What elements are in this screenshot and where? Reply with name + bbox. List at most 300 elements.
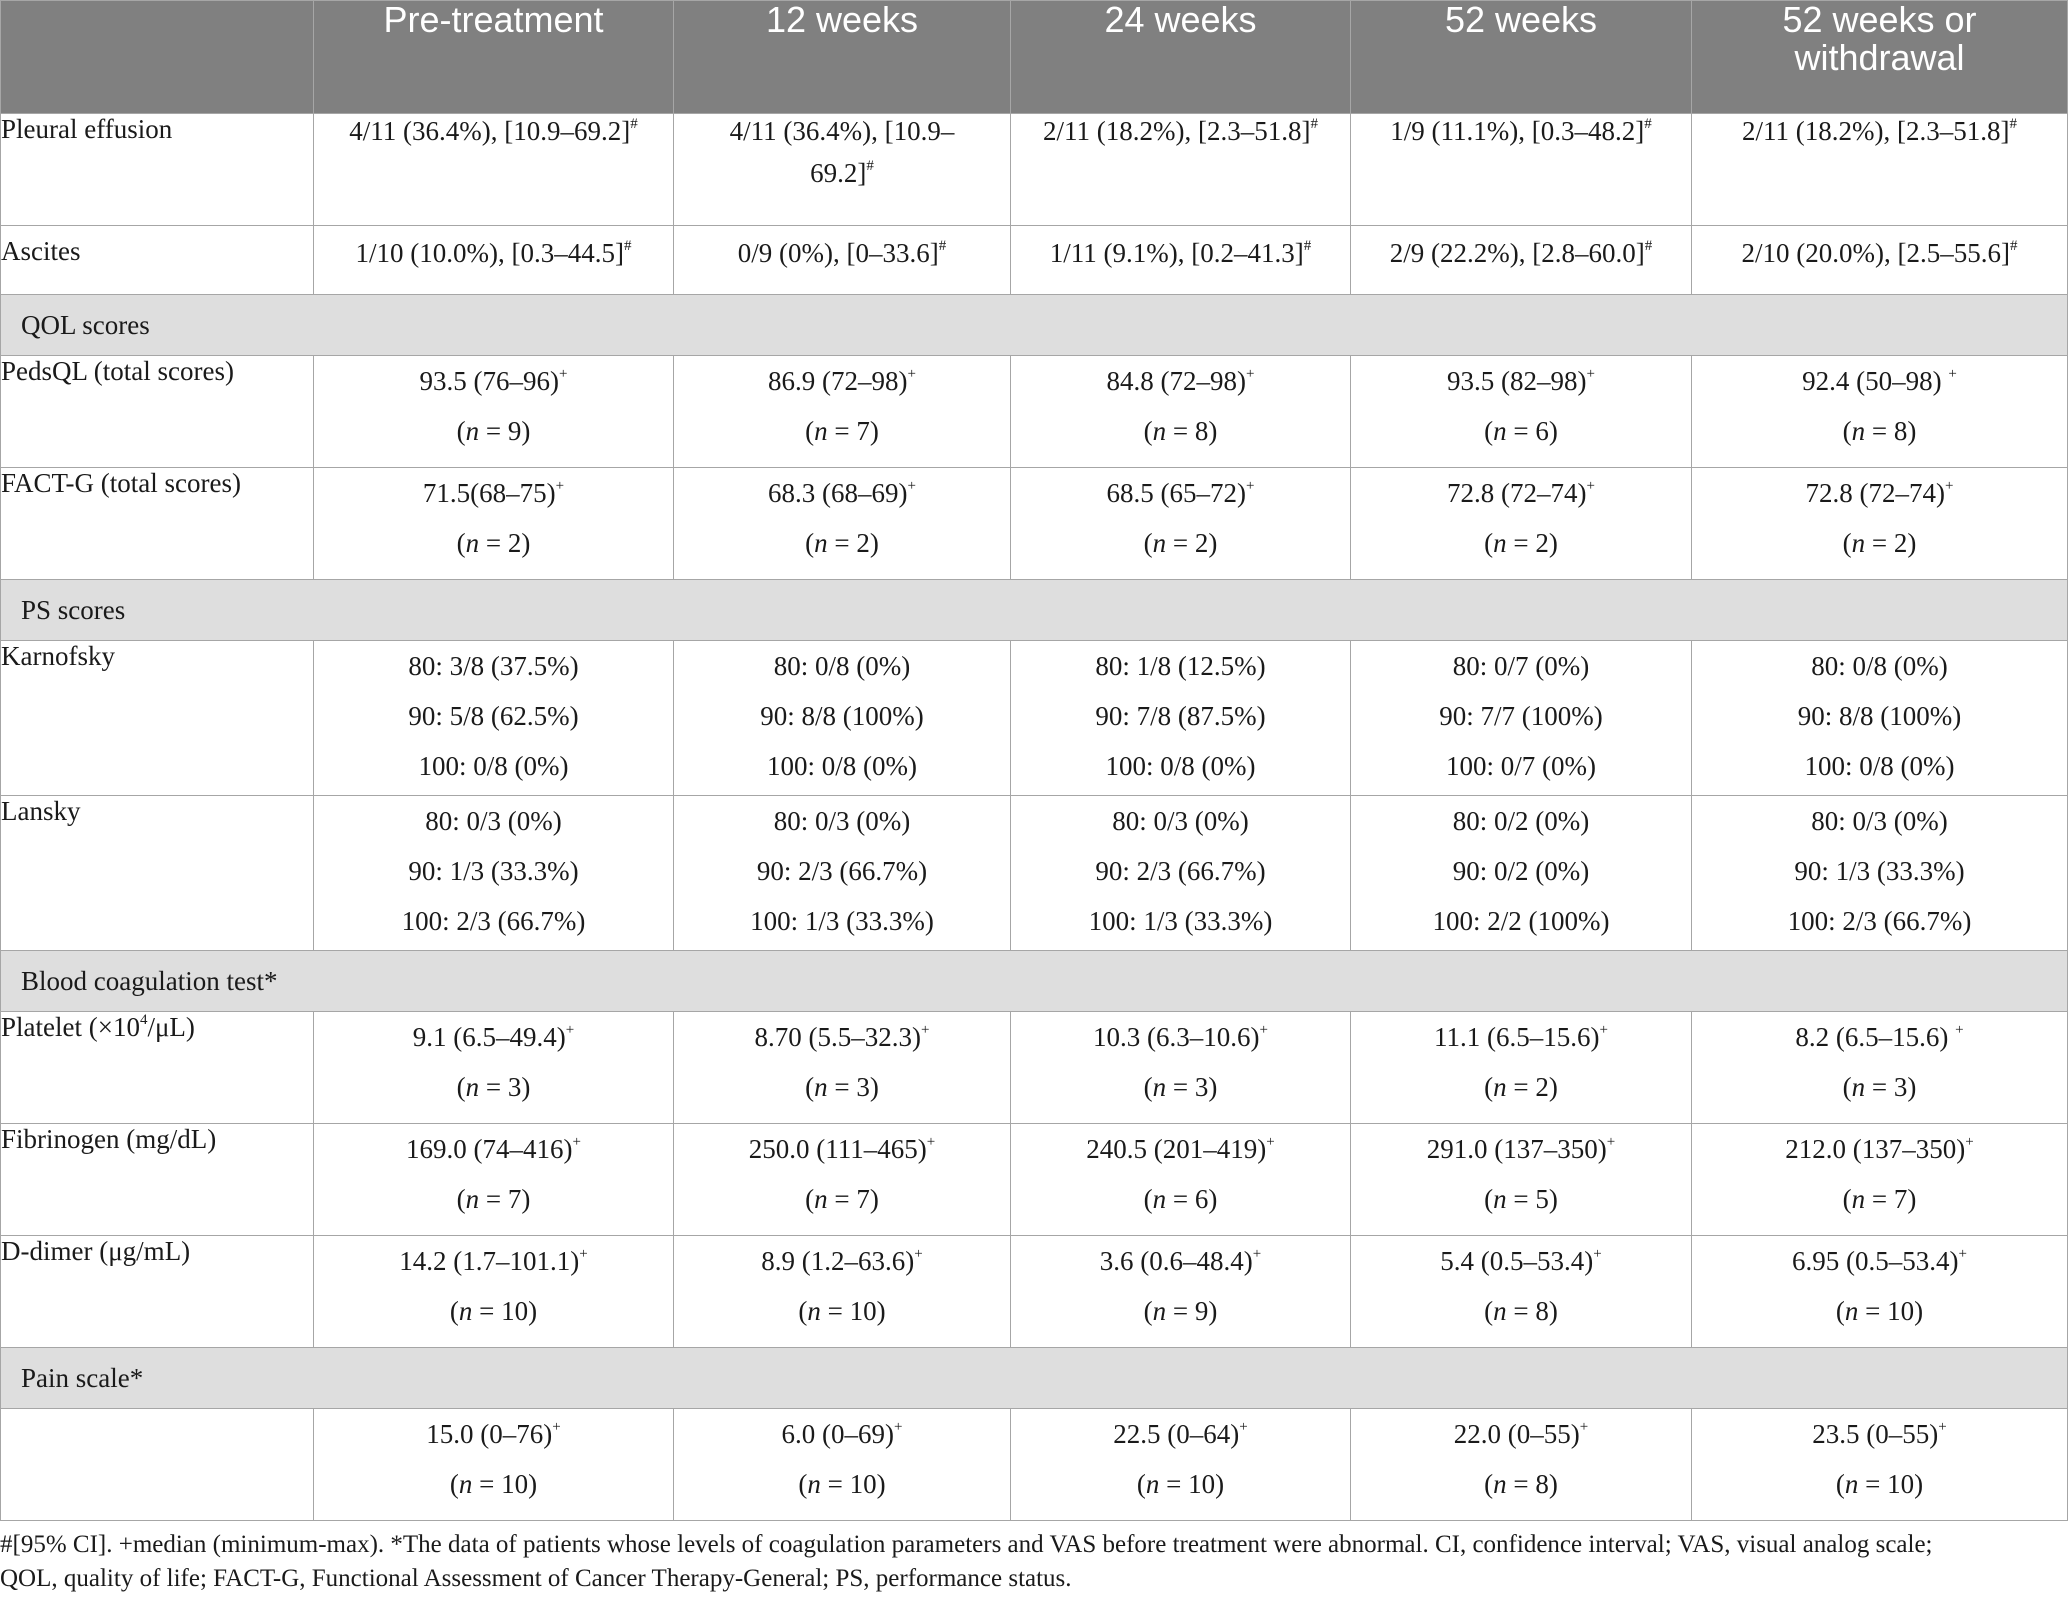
row-label-post: /μL) bbox=[147, 1012, 195, 1042]
cell-value: 2/11 (18.2%), [2.3–51.8] bbox=[1043, 116, 1311, 146]
footnote-line-2: QOL, quality of life; FACT-G, Functional Assessment of Cancer Therapy-General; PS, performance status. bbox=[0, 1565, 1072, 1592]
table-cell bbox=[314, 1409, 674, 1521]
n-equals: = bbox=[1166, 1184, 1195, 1214]
cell-n-value: 8 bbox=[1535, 1469, 1549, 1499]
cell-median-range: 93.5 (76–96) bbox=[419, 366, 559, 396]
ci-mark: # bbox=[630, 116, 638, 132]
ps-score-line: 80: 0/8 (0%) bbox=[773, 651, 911, 681]
cell-median-range: 92.4 (50–98) bbox=[1802, 366, 1949, 396]
cell-n-value: 8 bbox=[1194, 416, 1209, 446]
n-equals: = bbox=[1865, 1184, 1894, 1214]
n-symbol: n bbox=[814, 1184, 828, 1214]
n-equals: = bbox=[1506, 1296, 1536, 1326]
cell-value-line bbox=[1692, 1012, 2067, 1062]
header-row bbox=[1, 1, 2068, 114]
cell-median-range: 8.9 (1.2–63.6) bbox=[761, 1246, 915, 1276]
table-cell bbox=[314, 1124, 674, 1236]
cell-median-range: 240.5 (201–419) bbox=[1086, 1134, 1267, 1164]
n-equals: = bbox=[472, 1469, 502, 1499]
cell-median-range: 72.8 (72–74) bbox=[1447, 478, 1587, 508]
cell-value-line bbox=[1692, 1124, 2067, 1174]
n-equals: = bbox=[1865, 416, 1894, 446]
median-mark: + bbox=[1948, 366, 1957, 382]
ps-score-line: 90: 5/8 (62.5%) bbox=[408, 701, 579, 731]
n-symbol: n bbox=[465, 1072, 480, 1102]
cell-n-line: (n = 2) bbox=[456, 528, 531, 558]
table-cell bbox=[674, 226, 1011, 295]
cell-value-line bbox=[1011, 1124, 1350, 1174]
table-cell bbox=[1692, 468, 2068, 580]
cell-value-line bbox=[1351, 1012, 1691, 1062]
cell-n-line: (n = 10) bbox=[1136, 1469, 1225, 1499]
header-12-weeks: 12 weeks bbox=[674, 1, 1011, 114]
table-cell bbox=[314, 796, 674, 951]
cell-n-value: 7 bbox=[856, 1184, 870, 1214]
n-symbol: n bbox=[458, 1469, 473, 1499]
table-row-pleural-effusion bbox=[1, 114, 2068, 226]
cell-n-line: (n = 2) bbox=[805, 528, 879, 558]
cell-n-value: 6 bbox=[1535, 416, 1549, 446]
median-mark: + bbox=[1938, 1419, 1947, 1435]
cell-n-value: 3 bbox=[1194, 1072, 1209, 1102]
table-cell bbox=[674, 641, 1011, 796]
cell-value-line bbox=[1011, 1012, 1350, 1062]
n-equals: = bbox=[1159, 1469, 1189, 1499]
table-cell bbox=[314, 1012, 674, 1124]
table-cell bbox=[314, 641, 674, 796]
cell-n-value: 7 bbox=[507, 1184, 522, 1214]
median-mark: + bbox=[559, 366, 568, 382]
median-mark: + bbox=[894, 1419, 903, 1435]
section-title: Pain scale* bbox=[1, 1348, 2068, 1409]
cell-value-line bbox=[1011, 356, 1350, 406]
cell-n-value: 9 bbox=[1194, 1296, 1209, 1326]
n-symbol: n bbox=[1152, 1072, 1167, 1102]
ps-score-line: 80: 0/8 (0%) bbox=[1811, 651, 1948, 681]
cell-median-range: 22.0 (0–55) bbox=[1453, 1419, 1580, 1449]
median-mark: + bbox=[572, 1134, 581, 1150]
cell-n-line: (n = 2) bbox=[1484, 1072, 1558, 1102]
cell-n-value: 2 bbox=[507, 528, 522, 558]
cell-n-line: (n = 6) bbox=[1143, 1184, 1218, 1214]
ps-score-line: 100: 1/3 (33.3%) bbox=[750, 906, 934, 936]
section-row-coagulation bbox=[1, 951, 2068, 1012]
table-cell bbox=[1011, 1124, 1351, 1236]
n-symbol: n bbox=[1493, 1184, 1507, 1214]
n-symbol: n bbox=[1493, 1296, 1507, 1326]
table-cell bbox=[1011, 1236, 1351, 1348]
cell-n-value: 5 bbox=[1535, 1184, 1549, 1214]
table-cell bbox=[1011, 796, 1351, 951]
table-row-ascites bbox=[1, 226, 2068, 295]
section-row-ps bbox=[1, 580, 2068, 641]
cell-n-line: (n = 7) bbox=[805, 416, 879, 446]
ci-mark: # bbox=[866, 158, 874, 174]
n-equals: = bbox=[1166, 1072, 1195, 1102]
header-24-weeks: 24 weeks bbox=[1011, 1, 1351, 114]
table-cell bbox=[674, 1236, 1011, 1348]
cell-median-range: 22.5 (0–64) bbox=[1113, 1419, 1240, 1449]
ps-score-line: 90: 8/8 (100%) bbox=[1797, 701, 1962, 731]
cell-value-line bbox=[314, 1012, 673, 1062]
cell-n-line: (n = 3) bbox=[1143, 1072, 1218, 1102]
cell-value-line bbox=[674, 1012, 1010, 1062]
table-row-fact-g bbox=[1, 468, 2068, 580]
cell-median-range: 15.0 (0–76) bbox=[426, 1419, 553, 1449]
cell-n-value: 2 bbox=[1893, 528, 1908, 558]
ci-mark: # bbox=[2009, 238, 2018, 254]
n-equals: = bbox=[1166, 1296, 1195, 1326]
row-label: Ascites bbox=[1, 226, 314, 295]
ps-score-line: 90: 2/3 (66.7%) bbox=[756, 856, 928, 886]
cell-n-value: 10 bbox=[849, 1296, 877, 1326]
n-symbol: n bbox=[1844, 1469, 1859, 1499]
cell-median-range: 68.5 (65–72) bbox=[1106, 478, 1246, 508]
cell-value-line bbox=[1351, 1236, 1691, 1286]
row-label bbox=[1, 1012, 314, 1124]
median-mark: + bbox=[579, 1246, 588, 1262]
median-mark: + bbox=[1246, 478, 1255, 494]
n-equals: = bbox=[827, 1184, 857, 1214]
section-title: QOL scores bbox=[1, 295, 2068, 356]
median-mark: + bbox=[1579, 1419, 1589, 1435]
ps-score-line: 80: 0/2 (0%) bbox=[1452, 806, 1590, 836]
cell-median-range: 8.2 (6.5–15.6) bbox=[1795, 1022, 1956, 1052]
cell-value-line bbox=[674, 468, 1010, 518]
cell-value-line bbox=[1351, 356, 1691, 406]
median-mark: + bbox=[914, 1246, 923, 1262]
ci-mark: # bbox=[623, 238, 632, 254]
ps-score-line: 80: 0/7 (0%) bbox=[1452, 651, 1590, 681]
ps-score-line: 100: 0/8 (0%) bbox=[1804, 751, 1955, 781]
cell-median-range: 84.8 (72–98) bbox=[1106, 366, 1246, 396]
header-col5-line1: 52 weeks or bbox=[1782, 0, 1977, 40]
n-equals: = bbox=[1858, 1296, 1888, 1326]
cell-n-line: (n = 3) bbox=[456, 1072, 531, 1102]
table-row-platelet bbox=[1, 1012, 2068, 1124]
table-cell bbox=[1011, 356, 1351, 468]
table-cell bbox=[1692, 1124, 2068, 1236]
ps-score-line: 80: 0/3 (0%) bbox=[1112, 806, 1249, 836]
n-symbol: n bbox=[465, 1184, 480, 1214]
median-mark: + bbox=[555, 478, 565, 494]
cell-n-value: 7 bbox=[856, 416, 870, 446]
cell-value-line bbox=[674, 1124, 1010, 1174]
row-label: Lansky bbox=[1, 796, 314, 951]
cell-n-value: 6 bbox=[1194, 1184, 1209, 1214]
ps-score-line: 80: 0/3 (0%) bbox=[425, 806, 562, 836]
cell-value-line bbox=[1692, 1236, 2067, 1286]
cell-median-range: 291.0 (137–350) bbox=[1426, 1134, 1607, 1164]
header-pre-treatment: Pre-treatment bbox=[314, 1, 674, 114]
table-row-d-dimer bbox=[1, 1236, 2068, 1348]
row-label-exponent: 4 bbox=[139, 1012, 148, 1028]
cell-n-line: (n = 7) bbox=[805, 1184, 879, 1214]
median-mark: + bbox=[1252, 1246, 1262, 1262]
table-cell bbox=[674, 356, 1011, 468]
n-equals: = bbox=[1865, 528, 1894, 558]
median-mark: + bbox=[926, 1134, 936, 1150]
cell-value-line bbox=[314, 1124, 673, 1174]
table-row-pedsql bbox=[1, 356, 2068, 468]
median-mark: + bbox=[907, 366, 916, 382]
table-cell bbox=[314, 468, 674, 580]
table-cell bbox=[674, 1012, 1011, 1124]
table-cell bbox=[1692, 641, 2068, 796]
median-mark: + bbox=[1266, 1134, 1275, 1150]
table-cell bbox=[1011, 226, 1351, 295]
table-cell bbox=[314, 114, 674, 226]
row-label bbox=[1, 1409, 314, 1521]
footnote-line-1: #[95% CI]. +median (minimum-max). *The data of patients whose levels of coagulation parameters and VAS before treatment were abnormal. CI, confidence interval; VAS, visual analog scale; bbox=[0, 1531, 1933, 1558]
n-symbol: n bbox=[1493, 1072, 1507, 1102]
ps-score-line: 90: 1/3 (33.3%) bbox=[408, 856, 579, 886]
table-row-lansky bbox=[1, 796, 2068, 951]
table-cell bbox=[1692, 1236, 2068, 1348]
cell-n-line: (n = 3) bbox=[1842, 1072, 1917, 1102]
cell-value-line bbox=[314, 356, 673, 406]
table-cell bbox=[674, 468, 1011, 580]
cell-median-range: 72.8 (72–74) bbox=[1805, 478, 1945, 508]
ps-score-line: 100: 0/7 (0%) bbox=[1446, 751, 1596, 781]
header-52-weeks: 52 weeks bbox=[1351, 1, 1692, 114]
table-cell bbox=[1692, 226, 2068, 295]
table-cell bbox=[1351, 226, 1692, 295]
cell-value-line bbox=[1351, 468, 1691, 518]
cell-value-line bbox=[674, 1409, 1010, 1459]
table-cell bbox=[1011, 468, 1351, 580]
cell-median-range: 250.0 (111–465) bbox=[748, 1134, 927, 1164]
ps-score-line: 90: 1/3 (33.3%) bbox=[1794, 856, 1965, 886]
cell-value-line bbox=[314, 468, 673, 518]
median-mark: + bbox=[1239, 1419, 1248, 1435]
cell-n-line: (n = 10) bbox=[798, 1296, 886, 1326]
n-symbol: n bbox=[465, 528, 480, 558]
n-equals: = bbox=[827, 416, 857, 446]
cell-value: 1/10 (10.0%), [0.3–44.5] bbox=[355, 238, 624, 268]
cell-median-range: 8.70 (5.5–32.3) bbox=[754, 1022, 921, 1052]
ps-score-line: 100: 0/8 (0%) bbox=[767, 751, 917, 781]
header-empty-cell bbox=[1, 1, 314, 114]
n-equals: = bbox=[479, 1072, 508, 1102]
table-cell bbox=[1351, 1409, 1692, 1521]
n-symbol: n bbox=[1851, 1184, 1866, 1214]
median-mark: + bbox=[921, 1022, 930, 1038]
cell-value: 2/10 (20.0%), [2.5–55.6] bbox=[1741, 238, 2010, 268]
cell-n-line: (n = 8) bbox=[1842, 416, 1917, 446]
cell-value: 0/9 (0%), [0–33.6] bbox=[737, 238, 939, 268]
cell-n-value: 3 bbox=[507, 1072, 522, 1102]
table-cell bbox=[1351, 356, 1692, 468]
n-equals: = bbox=[479, 528, 508, 558]
table-cell bbox=[1692, 1012, 2068, 1124]
cell-n-value: 10 bbox=[501, 1296, 529, 1326]
cell-median-range: 71.5(68–75) bbox=[422, 478, 556, 508]
table-cell bbox=[674, 1409, 1011, 1521]
table-row-fibrinogen bbox=[1, 1124, 2068, 1236]
cell-n-value: 2 bbox=[856, 528, 870, 558]
cell-value-line bbox=[1692, 356, 2067, 406]
median-mark: + bbox=[1599, 1022, 1608, 1038]
n-equals: = bbox=[1858, 1469, 1888, 1499]
cell-value: 69.2] bbox=[810, 158, 867, 188]
header-52-weeks-or-withdrawal bbox=[1692, 1, 2068, 114]
table-cell bbox=[1692, 796, 2068, 951]
table-cell bbox=[1692, 356, 2068, 468]
section-title: PS scores bbox=[1, 580, 2068, 641]
table-cell bbox=[1351, 1124, 1692, 1236]
n-equals: = bbox=[1166, 528, 1195, 558]
row-label-pre: Platelet (×10 bbox=[1, 1012, 140, 1042]
cell-value-line bbox=[1692, 468, 2067, 518]
cell-n-value: 8 bbox=[1893, 416, 1908, 446]
section-row-qol bbox=[1, 295, 2068, 356]
cell-n-line: (n = 5) bbox=[1484, 1184, 1558, 1214]
n-symbol: n bbox=[465, 416, 480, 446]
cell-value: 4/11 (36.4%), [10.9–69.2] bbox=[349, 116, 631, 146]
cell-median-range: 11.1 (6.5–15.6) bbox=[1434, 1022, 1600, 1052]
ps-score-line: 80: 0/3 (0%) bbox=[773, 806, 911, 836]
ps-score-line: 100: 0/8 (0%) bbox=[418, 751, 569, 781]
table-cell bbox=[1351, 1236, 1692, 1348]
table-row-karnofsky bbox=[1, 641, 2068, 796]
n-equals: = bbox=[1506, 1184, 1536, 1214]
table-cell bbox=[1351, 641, 1692, 796]
ps-score-line: 100: 1/3 (33.3%) bbox=[1088, 906, 1273, 936]
median-mark: + bbox=[552, 1419, 561, 1435]
n-equals: = bbox=[479, 416, 508, 446]
n-symbol: n bbox=[1152, 1296, 1167, 1326]
median-mark: + bbox=[1246, 366, 1255, 382]
cell-median-range: 10.3 (6.3–10.6) bbox=[1093, 1022, 1260, 1052]
table-cell bbox=[1011, 114, 1351, 226]
median-mark: + bbox=[1606, 1134, 1616, 1150]
cell-n-line: (n = 10) bbox=[798, 1469, 886, 1499]
cell-n-line: (n = 6) bbox=[1484, 416, 1558, 446]
cell-value-line2 bbox=[674, 148, 1010, 198]
n-symbol: n bbox=[814, 416, 828, 446]
section-title: Blood coagulation test* bbox=[1, 951, 2068, 1012]
n-symbol: n bbox=[814, 1072, 828, 1102]
cell-n-line: (n = 2) bbox=[1484, 528, 1558, 558]
cell-n-value: 10 bbox=[849, 1469, 877, 1499]
cell-n-line: (n = 9) bbox=[456, 416, 531, 446]
header-col5-line2: withdrawal bbox=[1794, 37, 1965, 78]
median-mark: + bbox=[1586, 478, 1595, 494]
cell-n-value: 7 bbox=[1893, 1184, 1908, 1214]
n-symbol: n bbox=[1851, 416, 1866, 446]
cell-value-line bbox=[674, 1236, 1010, 1286]
cell-median-range: 169.0 (74–416) bbox=[406, 1134, 573, 1164]
ps-score-line: 90: 7/7 (100%) bbox=[1439, 701, 1603, 731]
table-cell bbox=[314, 226, 674, 295]
cell-n-value: 10 bbox=[1887, 1296, 1915, 1326]
median-mark: + bbox=[1945, 478, 1954, 494]
table-cell bbox=[1011, 1012, 1351, 1124]
row-label: FACT-G (total scores) bbox=[1, 468, 314, 580]
cell-n-line: (n = 7) bbox=[1842, 1184, 1917, 1214]
cell-n-line: (n = 2) bbox=[1842, 528, 1917, 558]
cell-n-value: 2 bbox=[1535, 528, 1549, 558]
ci-mark: # bbox=[1644, 238, 1653, 254]
cell-n-line: (n = 3) bbox=[805, 1072, 879, 1102]
table-cell bbox=[674, 114, 1011, 226]
median-mark: + bbox=[1259, 1022, 1268, 1038]
cell-value-line bbox=[1011, 1236, 1350, 1286]
cell-n-line: (n = 8) bbox=[1484, 1296, 1558, 1326]
row-label: PedsQL (total scores) bbox=[1, 356, 314, 468]
table-cell bbox=[314, 1236, 674, 1348]
cell-n-value: 3 bbox=[1893, 1072, 1908, 1102]
n-equals: = bbox=[472, 1296, 502, 1326]
ps-score-line: 100: 2/2 (100%) bbox=[1432, 906, 1610, 936]
table-cell bbox=[1692, 114, 2068, 226]
ci-mark: # bbox=[1303, 238, 1312, 254]
cell-median-range: 23.5 (0–55) bbox=[1812, 1419, 1939, 1449]
n-equals: = bbox=[1506, 528, 1536, 558]
cell-median-range: 5.4 (0.5–53.4) bbox=[1440, 1246, 1594, 1276]
table-footnote bbox=[0, 1528, 2060, 1596]
table-cell bbox=[1011, 641, 1351, 796]
ps-score-line: 90: 7/8 (87.5%) bbox=[1095, 701, 1266, 731]
cell-n-line: (n = 9) bbox=[1143, 1296, 1218, 1326]
n-equals: = bbox=[479, 1184, 508, 1214]
ci-mark: # bbox=[938, 238, 947, 254]
n-symbol: n bbox=[1152, 1184, 1167, 1214]
ps-score-line: 100: 0/8 (0%) bbox=[1105, 751, 1256, 781]
table-cell bbox=[1692, 1409, 2068, 1521]
cell-value-line bbox=[1011, 1409, 1350, 1459]
median-mark: + bbox=[907, 478, 916, 494]
cell-median-range: 68.3 (68–69) bbox=[768, 478, 908, 508]
n-equals: = bbox=[827, 1072, 857, 1102]
cell-value-line bbox=[314, 1409, 673, 1459]
cell-n-value: 9 bbox=[507, 416, 522, 446]
table-cell bbox=[674, 1124, 1011, 1236]
row-label: Pleural effusion bbox=[1, 114, 314, 226]
cell-n-line: (n = 10) bbox=[1835, 1469, 1924, 1499]
n-equals: = bbox=[820, 1469, 850, 1499]
n-equals: = bbox=[1506, 416, 1536, 446]
cell-median-range: 212.0 (137–350) bbox=[1785, 1134, 1966, 1164]
n-equals: = bbox=[1506, 1469, 1536, 1499]
cell-value-line bbox=[1011, 468, 1350, 518]
cell-n-line: (n = 10) bbox=[449, 1296, 538, 1326]
cell-n-value: 10 bbox=[1188, 1469, 1216, 1499]
n-symbol: n bbox=[1152, 416, 1167, 446]
cell-value-line bbox=[674, 356, 1010, 406]
table-cell bbox=[314, 356, 674, 468]
cell-median-range: 6.95 (0.5–53.4) bbox=[1792, 1246, 1959, 1276]
section-row-pain bbox=[1, 1348, 2068, 1409]
ps-score-line: 90: 0/2 (0%) bbox=[1452, 856, 1590, 886]
ci-mark: # bbox=[2009, 116, 2017, 132]
n-equals: = bbox=[1506, 1072, 1536, 1102]
cell-n-value: 8 bbox=[1535, 1296, 1549, 1326]
table-row-pain bbox=[1, 1409, 2068, 1521]
median-mark: + bbox=[1958, 1246, 1967, 1262]
n-symbol: n bbox=[1493, 1469, 1507, 1499]
cell-value: 4/11 (36.4%), [10.9– bbox=[729, 116, 955, 146]
cell-n-value: 2 bbox=[1194, 528, 1209, 558]
median-mark: + bbox=[1965, 1134, 1974, 1150]
cell-value-line bbox=[1692, 1409, 2067, 1459]
cell-value: 2/11 (18.2%), [2.3–51.8] bbox=[1742, 116, 2010, 146]
n-symbol: n bbox=[458, 1296, 473, 1326]
cell-median-range: 3.6 (0.6–48.4) bbox=[1099, 1246, 1253, 1276]
cell-median-range: 9.1 (6.5–49.4) bbox=[412, 1022, 566, 1052]
n-symbol: n bbox=[807, 1296, 821, 1326]
